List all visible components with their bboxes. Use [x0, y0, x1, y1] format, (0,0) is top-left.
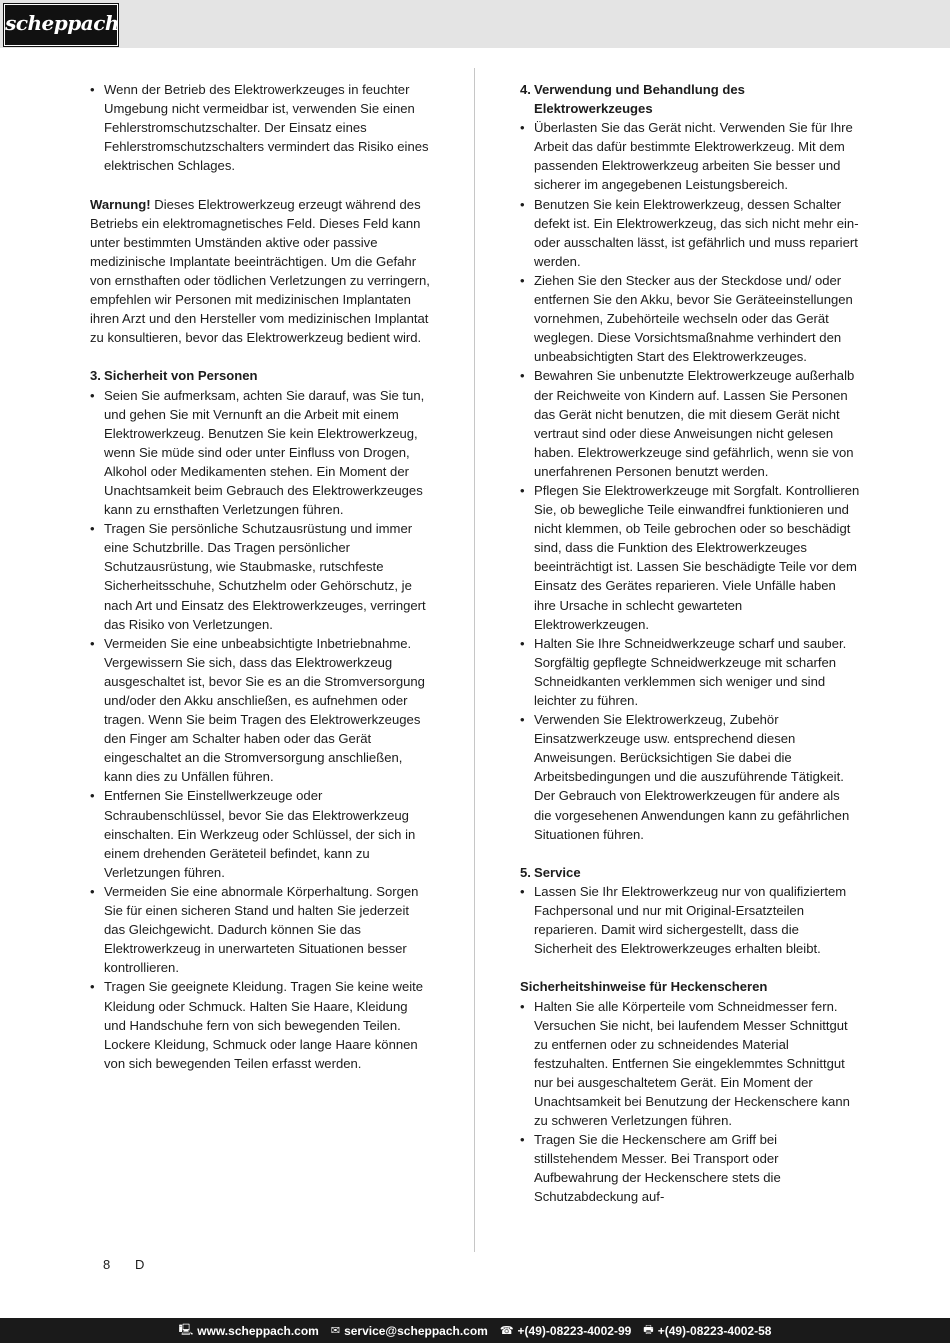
- page-language: D: [135, 1257, 145, 1272]
- section-5-title: Service: [534, 864, 581, 880]
- list-item: • Pflegen Sie Elektrowerkzeuge mit Sorgfalt. Kontrollieren Sie, ob bewegliche Teile einwandfrei funktionieren und nicht klemmen, ob Teile gebrochen oder so beschädigt sind, dass die Funktion des Elektrowerkzeuges beeinträchtigt ist. Lassen Sie beschädigte Teile vor dem Einsatz des Gerätes reparieren. Viele Unfälle haben ihre Ursache in schlecht gewarteten Elektrowerkzeugen.: [520, 481, 860, 634]
- hedge-trimmer-heading: Sicherheitshinweise für Heckenscheren: [520, 979, 768, 995]
- section-4-heading: 4. Verwendung und Behandlung des Elektrowerkzeuges: [520, 80, 860, 118]
- list-item: • Tragen Sie geeignete Kleidung. Tragen Sie keine weite Kleidung oder Schmuck. Halten Sie Haare, Kleidung und Handschuhe fern von sich bewegenden Teilen. Lockere Kleidung, Schmuck oder lange Haare können von sich bewegenden Teilen erfasst werden.: [90, 977, 430, 1072]
- intro-bullet: • Wenn der Betrieb des Elektrowerkzeuges in feuchter Umgebung nicht vermeidbar ist, verwenden Sie einen Fehlerstromschutzschalter. Der Einsatz eines Fehlerstromschutzschalters vermindert das Risiko eines elektrischen Schlages.: [90, 80, 430, 175]
- list-item: • Benutzen Sie kein Elektrowerkzeug, dessen Schalter defekt ist. Ein Elektrowerkzeug, das sich nicht mehr ein- oder ausschalten lässt, ist gefährlich und muss repariert werden.: [520, 195, 860, 271]
- section-3-title: Sicherheit von Personen: [104, 368, 258, 384]
- list-item: • Lassen Sie Ihr Elektrowerkzeug nur von qualifiziertem Fachpersonal und nur mit Original-Ersatzteilen reparieren. Damit wird sichergestellt, dass die Sicherheit des Elektrowerkzeuges erhalten bleibt.: [520, 882, 860, 958]
- section-3-heading: 3. Sicherheit von Personen: [90, 366, 430, 385]
- header-bar: [0, 0, 950, 48]
- list-item: • Ziehen Sie den Stecker aus der Steckdose und/ oder entfernen Sie den Akku, bevor Sie Geräteeinstellungen vornehmen, Zubehörteile wechseln oder das Gerät weglegen. Diese Vorsichtsmaßnahme verhindert den unbeabsichtigten Start des Elektrowerkzeuges.: [520, 271, 860, 366]
- list-item: • Halten Sie Ihre Schneidwerkzeuge scharf und sauber. Sorgfältig gepflegte Schneidwerkzeuge mit scharfen Schneidkanten verklemmen sich weniger und sind leichter zu führen.: [520, 634, 860, 710]
- footer-bar: [0, 1318, 950, 1343]
- warning-paragraph: [90, 195, 430, 348]
- brand-logo: [4, 4, 118, 46]
- footer-fax[interactable]: [643, 1321, 771, 1340]
- list-item: • Vermeiden Sie eine unbeabsichtigte Inbetriebnahme. Vergewissern Sie sich, dass das Elektrowerkzeug ausgeschaltet ist, bevor Sie es an die Stromversorgung und/oder den Akku anschließen, es aufnehmen oder tragen. Wenn Sie beim Tragen des Elektrowerkzeuges den Finger am Schalter haben oder das Gerät eingeschaltet an die Stromversorgung anschließen, kann dies zu Unfällen führen.: [90, 634, 430, 787]
- right-column: [520, 80, 860, 1207]
- list-item: • Tragen Sie die Heckenschere am Griff bei stillstehendem Messer. Bei Transport oder Aufbewahrung der Heckenschere stets die Schutzabdeckung auf-: [520, 1130, 860, 1206]
- fax-icon: 🖶: [643, 1324, 654, 1336]
- footer-web-text: www.scheppach.com: [197, 1323, 319, 1338]
- section-5-heading: 5. Service: [520, 863, 860, 882]
- list-item: • Vermeiden Sie eine abnormale Körperhaltung. Sorgen Sie für einen sicheren Stand und halten Sie jederzeit das Gleichgewicht. Dadurch können Sie das Elektrowerkzeug in unerwarteten Situationen besser kontrollieren.: [90, 882, 430, 977]
- mail-icon: ✉: [330, 1325, 341, 1337]
- list-item: • Entfernen Sie Einstellwerkzeuge oder Schraubenschlüssel, bevor Sie das Elektrowerkzeug einschalten. Ein Werkzeug oder Schlüssel, der sich in einem drehenden Geräteteil befindet, kann zu Verletzungen führen.: [90, 786, 430, 881]
- footer-web[interactable]: [179, 1321, 319, 1340]
- page-number: 8: [103, 1257, 111, 1272]
- column-divider: [474, 68, 475, 1252]
- list-item: • Überlasten Sie das Gerät nicht. Verwenden Sie für Ihre Arbeit das dafür bestimmte Elektrowerkzeug. Mit dem passenden Elektrowerkzeug arbeiten Sie besser und sicherer im angegebenen Leistungsbereich.: [520, 118, 860, 194]
- list-item: • Halten Sie alle Körperteile vom Schneidmesser fern. Versuchen Sie nicht, bei laufendem Messer Schnittgut zu entfernen oder zu schneidendes Material festzuhalten. Entfernen Sie eingeklemmtes Schnittgut nur bei ausgeschaltetem Gerät. Ein Moment der Unachtsamkeit bei Benutzung der Heckenschere kann zu schweren Verletzungen führen.: [520, 997, 860, 1131]
- brand-logo-text: scheppach: [5, 11, 119, 35]
- footer-email[interactable]: [331, 1324, 488, 1338]
- warning-text: Dieses Elektrowerkzeug erzeugt während des Betriebs ein elektromagnetisches Feld. Dieses Feld kann unter bestimmten Umständen aktive oder passive medizinische Implantate beeinträchtigen. Um die Gefahr von ernsthaften oder tödlichen Verletzungen zu verringern, empfehlen wir Personen mit medizinischen Implantaten ihren Arzt und den Hersteller vom medizinischen Implantat zu konsultieren, bevor das Elektrowerkzeug bedient wird.: [90, 196, 430, 346]
- list-item: • Bewahren Sie unbenutzte Elektrowerkzeuge außerhalb der Reichweite von Kindern auf. Lassen Sie Personen das Gerät nicht benutzen, die mit diesem Gerät nicht vertraut sind oder diese Anweisungen nicht gelesen haben. Elektrowerkzeuge sind gefährlich, wenn sie von unerfahrenen Personen benutzt werden.: [520, 366, 860, 481]
- footer-phone[interactable]: [500, 1324, 631, 1338]
- list-item: • Seien Sie aufmerksam, achten Sie darauf, was Sie tun, und gehen Sie mit Vernunft an die Arbeit mit einem Elektrowerkzeug. Benutzen Sie kein Elektrowerkzeug, wenn Sie müde sind oder unter Einfluss von Drogen, Alkohol oder Medikamenten stehen. Ein Moment der Unachtsamkeit beim Gebrauch des Elektrowerkzeuges kann zu ernsthaften Verletzungen führen.: [90, 386, 430, 520]
- computer-icon: 🖳: [178, 1324, 194, 1336]
- phone-icon: ☎: [499, 1325, 514, 1337]
- left-column: [90, 80, 430, 1073]
- section-4-title: Verwendung und Behandlung des Elektrowerkzeuges: [534, 82, 745, 117]
- footer-phone-text: +(49)-08223-4002-99: [517, 1323, 632, 1338]
- footer-fax-text: +(49)-08223-4002-58: [657, 1323, 772, 1338]
- warning-label: Warnung!: [90, 196, 151, 212]
- list-item: • Verwenden Sie Elektrowerkzeug, Zubehör Einsatzwerkzeuge usw. entsprechend diesen Anweisungen. Berücksichtigen Sie dabei die Arbeitsbedingungen und die auszuführende Tätigkeit. Der Gebrauch von Elektrowerkzeugen für andere als die vorgesehenen Anwendungen kann zu gefährlichen Situationen führen.: [520, 710, 860, 844]
- footer-email-text: service@scheppach.com: [344, 1323, 488, 1338]
- list-item: • Tragen Sie persönliche Schutzausrüstung und immer eine Schutzbrille. Das Tragen persönlicher Schutzausrüstung, wie Staubmaske, rutschfeste Sicherheitsschuhe, Schutzhelm oder Gehörschutz, je nach Art und Einsatz des Elektrowerkzeuges, verringert das Risiko von Verletzungen.: [90, 519, 430, 634]
